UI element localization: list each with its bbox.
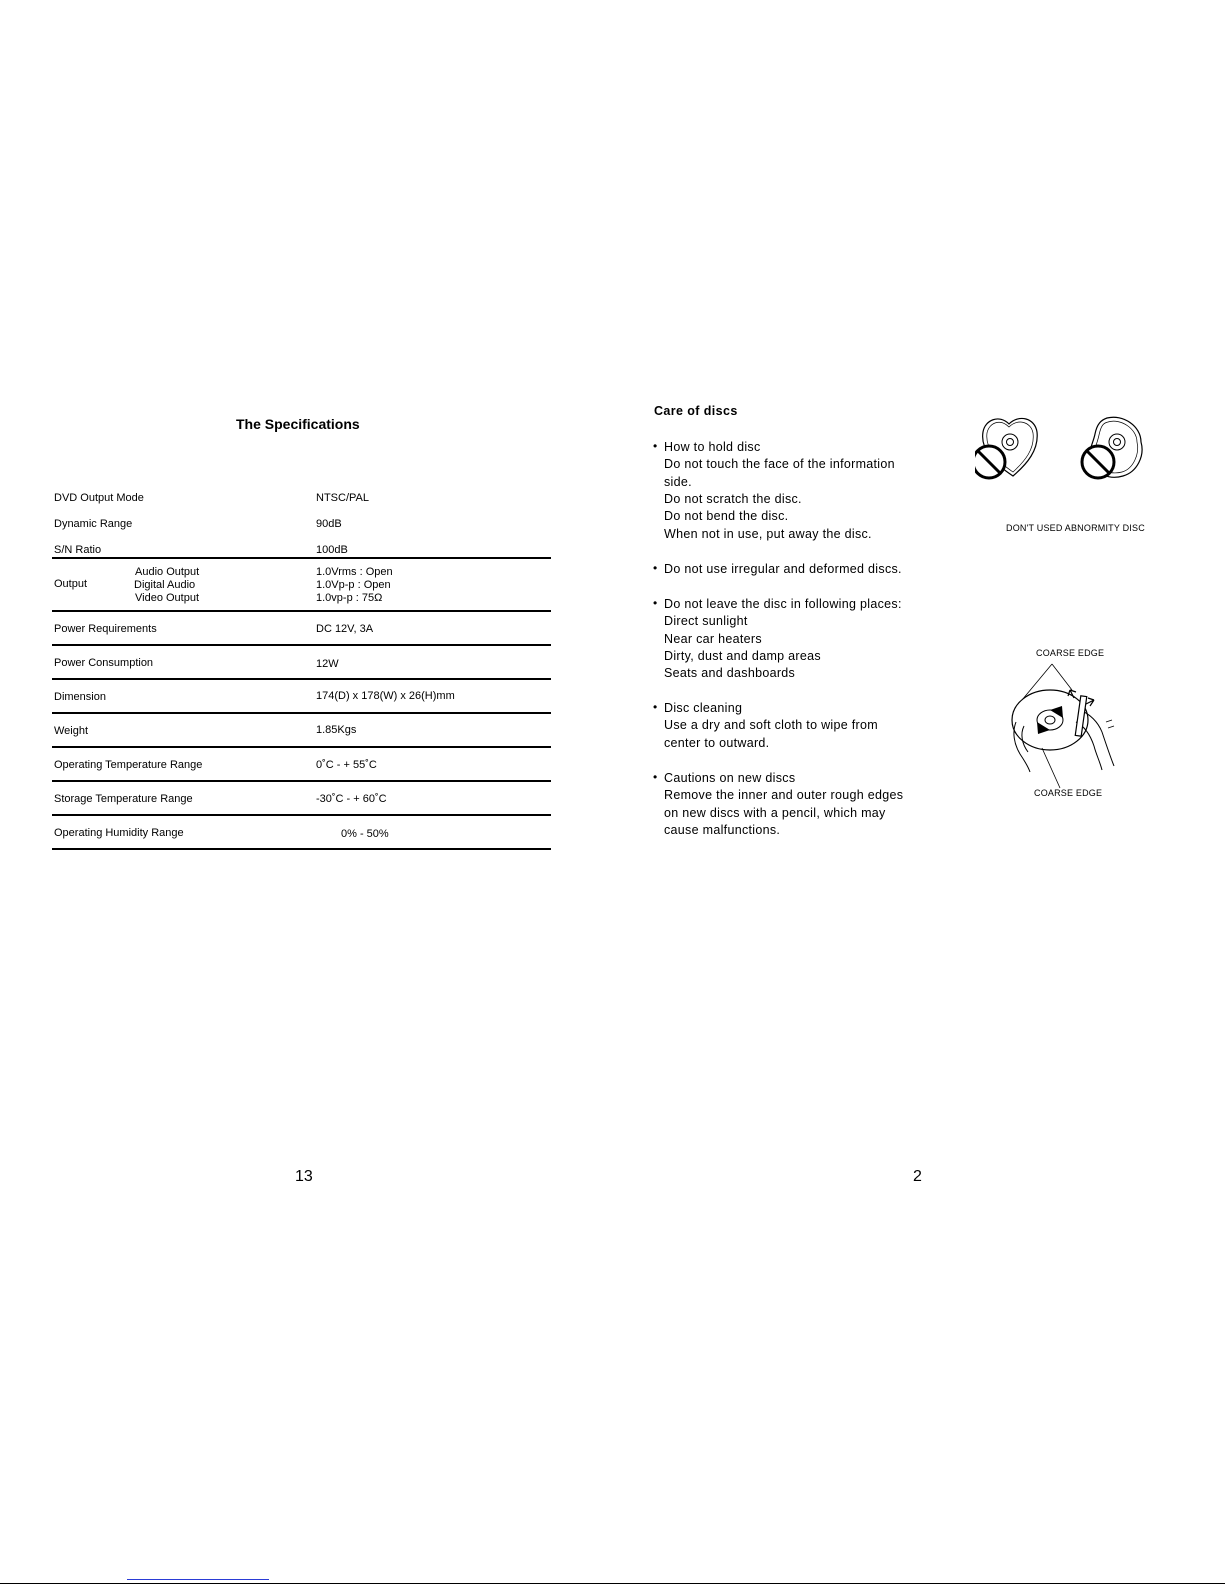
table-divider	[52, 814, 551, 816]
care-line: center to outward.	[664, 736, 770, 750]
coarse-edge-label-top: COARSE EDGE	[1036, 648, 1105, 658]
bullet-icon: •	[653, 561, 658, 575]
spec-value-video-output: 1.0vp-p : 75Ω	[316, 592, 383, 604]
spec-label-dimension: Dimension	[54, 691, 106, 703]
bottom-edge-rule	[0, 1583, 1225, 1584]
page-number-left: 13	[295, 1168, 313, 1185]
table-divider	[52, 678, 551, 680]
care-heading-irregular-discs: Do not use irregular and deformed discs.	[664, 562, 902, 576]
spec-value-audio-output: 1.0Vrms : Open	[316, 566, 393, 578]
care-heading-disc-cleaning: Disc cleaning	[664, 701, 743, 715]
table-divider	[52, 746, 551, 748]
spec-label-power-requirements: Power Requirements	[54, 623, 157, 635]
care-line: side.	[664, 475, 692, 489]
table-divider	[52, 557, 551, 559]
care-heading-new-discs: Cautions on new discs	[664, 771, 796, 785]
table-divider	[52, 644, 551, 646]
spec-label-operating-temperature: Operating Temperature Range	[54, 759, 203, 771]
coarse-edge-label-bottom: COARSE EDGE	[1034, 788, 1103, 798]
page-number-right: 2	[913, 1168, 922, 1185]
spec-sub-audio-output: Audio Output	[135, 566, 200, 578]
care-of-discs-title: Care of discs	[654, 404, 738, 418]
care-line: Near car heaters	[664, 632, 762, 646]
care-line: Remove the inner and outer rough edges	[664, 788, 904, 802]
spec-sub-digital-audio: Digital Audio	[134, 579, 196, 591]
spec-value-digital-audio: 1.0Vp-p : Open	[316, 579, 391, 591]
care-line: Dirty, dust and damp areas	[664, 649, 821, 663]
care-heading-places: Do not leave the disc in following places:	[664, 597, 902, 611]
spec-value-dynamic-range: 90dB	[316, 518, 342, 530]
bullet-icon: •	[653, 700, 658, 714]
spec-value-operating-humidity: 0% - 50%	[341, 828, 389, 840]
care-line: Do not bend the disc.	[664, 509, 789, 523]
care-line: on new discs with a pencil, which may	[664, 806, 886, 820]
spec-value-operating-temperature: 0˚C - + 55˚C	[316, 759, 377, 771]
spec-label-output: Output	[54, 578, 88, 590]
care-line: Do not touch the face of the information	[664, 457, 895, 471]
spec-value-weight: 1.85Kgs	[316, 724, 357, 736]
abnormal-disc-illustration	[975, 412, 1155, 488]
specifications-title: The Specifications	[236, 416, 360, 432]
disc-cleaning-illustration	[1010, 660, 1130, 790]
spec-value-power-requirements: DC 12V, 3A	[316, 623, 374, 635]
care-line: Do not scratch the disc.	[664, 492, 802, 506]
spec-label-operating-humidity: Operating Humidity Range	[54, 827, 184, 839]
spec-label-power-consumption: Power Consumption	[54, 657, 154, 669]
care-line: Use a dry and soft cloth to wipe from	[664, 718, 878, 732]
table-divider	[52, 712, 551, 714]
spec-label-storage-temperature: Storage Temperature Range	[54, 793, 193, 805]
spec-label-dynamic-range: Dynamic Range	[54, 518, 133, 530]
spec-value-power-consumption: 12W	[316, 658, 339, 670]
spec-sub-video-output: Video Output	[135, 592, 200, 604]
bottom-link-underline	[127, 1579, 269, 1580]
bullet-icon: •	[653, 439, 658, 453]
table-divider	[52, 848, 551, 850]
care-line: When not in use, put away the disc.	[664, 527, 872, 541]
care-line: Seats and dashboards	[664, 666, 796, 680]
abnormal-disc-caption: DON'T USED ABNORMITY DISC	[1006, 523, 1145, 533]
spec-label-weight: Weight	[54, 725, 89, 737]
care-heading-hold-disc: How to hold disc	[664, 440, 761, 454]
care-line: cause malfunctions.	[664, 823, 781, 837]
bullet-icon: •	[653, 770, 658, 784]
care-line: Direct sunlight	[664, 614, 748, 628]
spec-value-storage-temperature: -30˚C - + 60˚C	[316, 793, 387, 805]
table-divider	[52, 780, 551, 782]
spec-value-sn-ratio: 100dB	[316, 544, 348, 556]
table-divider	[52, 610, 551, 612]
spec-value-dimension: 174(D) x 178(W) x 26(H)mm	[316, 690, 455, 702]
spec-label-sn-ratio: S/N Ratio	[54, 544, 102, 556]
spec-label-dvd-output-mode: DVD Output Mode	[54, 492, 144, 504]
spec-value-dvd-output-mode: NTSC/PAL	[316, 492, 369, 504]
bullet-icon: •	[653, 596, 658, 610]
